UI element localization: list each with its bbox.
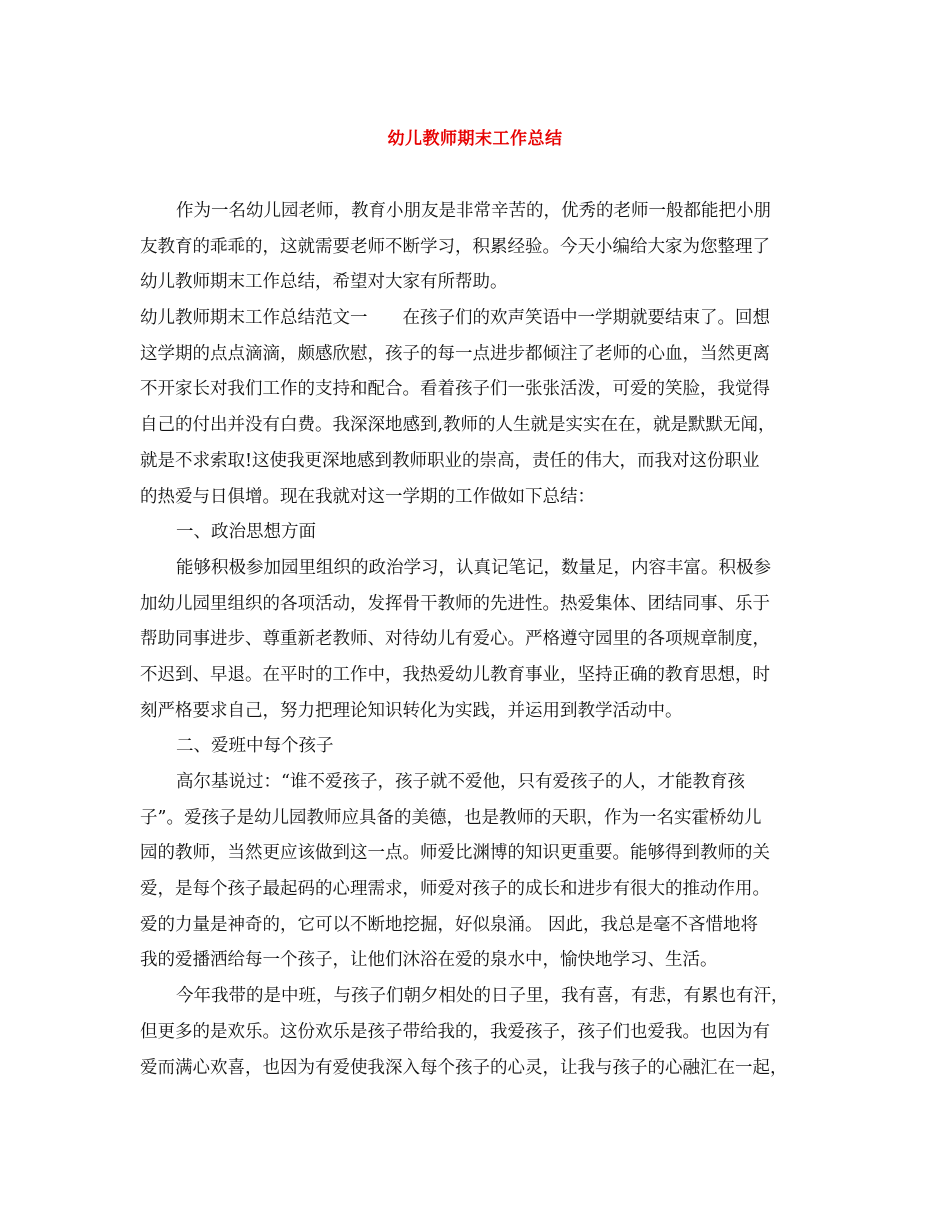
text-line: 的热爱与日俱增。现在我就对这一学期的工作做如下总结： — [140, 486, 595, 507]
document-body — [140, 194, 820, 1086]
text-line: 幼儿教师期末工作总结，希望对大家有所帮助。 — [140, 272, 508, 293]
text-line: 我的爱播洒给每一个孩子，让他们沐浴在爱的泉水中，愉快地学习、生活。 — [140, 950, 718, 971]
text-line: 不开家长对我们工作的支持和配合。看着孩子们一张张活泼，可爱的笑脸，我觉得 — [140, 379, 770, 400]
text-line: 幼儿教师期末工作总结范文一 在孩子们的欢声笑语中一学期就要结束了。回想 — [140, 308, 770, 329]
text-line: 高尔基说过：“谁不爱孩子，孩子就不爱他，只有爱孩子的人，才能教育孩 — [176, 772, 745, 792]
text-line: 能够积极参加园里组织的政治学习，认真记笔记，数量足，内容丰富。积极参 — [176, 557, 771, 578]
text-line: 但更多的是欢乐。这份欢乐是孩子带给我的，我爱孩子，孩子们也爱我。也因为有 — [140, 1021, 770, 1042]
text-line: 就是不求索取!这使我更深地感到教师职业的崇高，责任的伟大，而我对这份职业 — [140, 450, 760, 471]
text-line: 爱的力量是神奇的，它可以不断地挖掘，好似泉涌。 因此，我总是毫不吝惜地将 — [140, 914, 759, 935]
text-line: 刻严格要求自己，努力把理论知识转化为实践，并运用到教学活动中。 — [140, 700, 683, 721]
document-title: 幼儿教师期末工作总结 — [387, 129, 563, 149]
text-line: 子”。爱孩子是幼儿园教师应具备的美德，也是教师的天职，作为一名实霍桥幼儿 — [140, 807, 762, 828]
text-line: 这学期的点点滴滴，颇感欣慰，孩子的每一点进步都倾注了老师的心血，当然更离 — [140, 343, 770, 364]
text-line: 爱，是每个孩子最起码的心理需求，师爱对孩子的成长和进步有很大的推动作用。 — [140, 879, 770, 900]
text-line: 今年我带的是中班，与孩子们朝夕相处的日子里，我有喜，有悲，有累也有汗， — [176, 986, 789, 1007]
text-line: 一、政治思想方面 — [176, 522, 316, 543]
text-line: 友教育的乖乖的，这就需要老师不断学习，积累经验。今天小编给大家为您整理了 — [140, 236, 770, 257]
text-line: 作为一名幼儿园老师，教育小朋友是非常辛苦的，优秀的老师一般都能把小朋 — [176, 201, 771, 221]
text-line: 二、爱班中每个孩子 — [176, 736, 334, 757]
text-line: 自己的付出并没有白费。我深深地感到,教师的人生就是实实在在，就是默默无闻， — [140, 415, 776, 436]
text-line: 园的教师，当然更应该做到这一点。师爱比渊博的知识更重要。能够得到教师的关 — [140, 843, 770, 864]
text-line: 帮助同事进步、尊重新老教师、对待幼儿有爱心。严格遵守园里的各项规章制度， — [140, 629, 770, 650]
text-line: 爱而满心欢喜，也因为有爱使我深入每个孩子的心灵，让我与孩子的心融汇在一起， — [140, 1057, 788, 1078]
text-line: 不迟到、早退。在平时的工作中，我热爱幼儿教育事业，坚持正确的教育思想，时 — [140, 664, 770, 685]
text-line: 加幼儿园里组织的各项活动，发挥骨干教师的先进性。热爱集体、团结同事、乐于 — [140, 593, 770, 614]
